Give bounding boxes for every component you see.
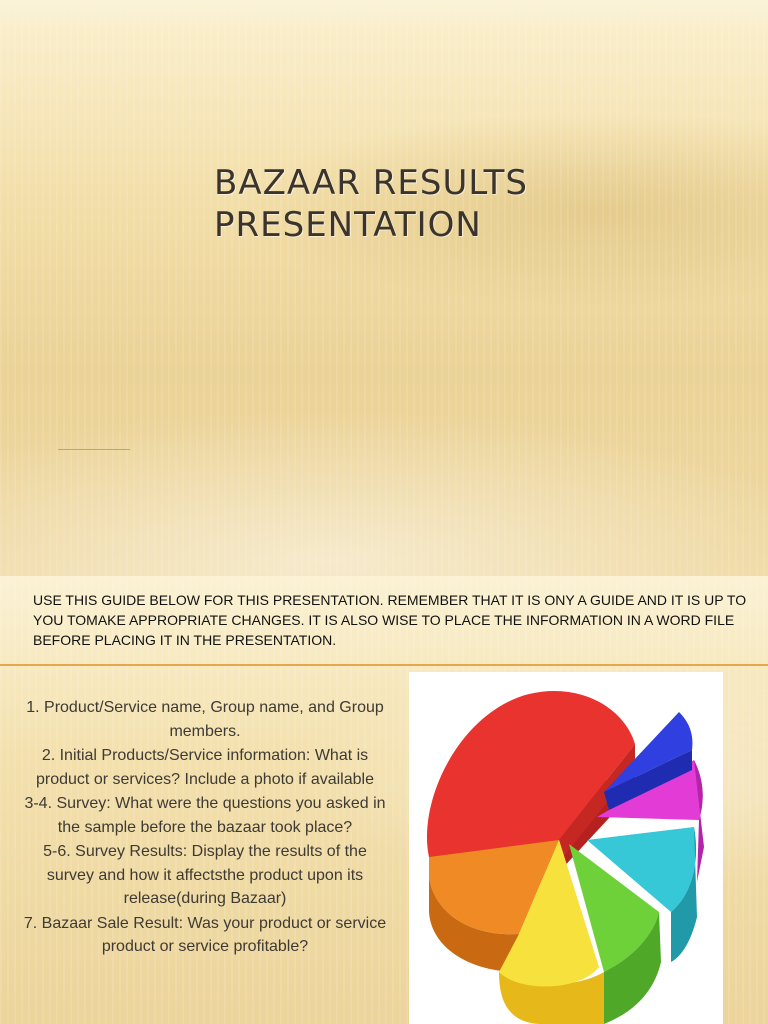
pie-chart-image bbox=[409, 672, 723, 1024]
list-item: 5-6. Survey Results: Display the results of the survey and how it affectsthe product upon its release(during Bazaar) bbox=[43, 843, 367, 907]
list-item: 7. Bazaar Sale Result: Was your product or service product or service profitable? bbox=[23, 914, 387, 955]
slide-title bbox=[214, 162, 634, 246]
accent-line bbox=[58, 449, 130, 450]
guide-text: USE THIS GUIDE BELOW FOR THIS PRESENTATION. REMEMBER THAT IT IS ONY A GUIDE AND IT IS UP TO YOU TOMAKE APPROPRIATE CHANGES. IT IS ALSO WISE TO PLACE THE INFORMATION IN A WORD FILE BEFORE PLACING IT IN THE PRESENTATION. bbox=[33, 592, 747, 648]
content-list bbox=[22, 696, 388, 960]
list-item: 3-4. Survey: What were the questions you asked in the sample before the bazaar took place? bbox=[24, 795, 386, 836]
content-slide bbox=[0, 576, 768, 1024]
3d-pie-chart-icon bbox=[409, 672, 723, 1024]
list-item: 1. Product/Service name, Group name, and Group members. bbox=[26, 699, 384, 740]
list-item: 2. Initial Products/Service information: What is product or services? Include a photo if available bbox=[36, 747, 374, 788]
red-slice bbox=[427, 691, 635, 857]
divider-rule bbox=[0, 664, 768, 666]
top-highlight bbox=[0, 0, 768, 30]
title-line-2: PRESENTATION bbox=[214, 205, 482, 245]
title-line-1: BAZAAR RESULTS bbox=[214, 163, 528, 203]
